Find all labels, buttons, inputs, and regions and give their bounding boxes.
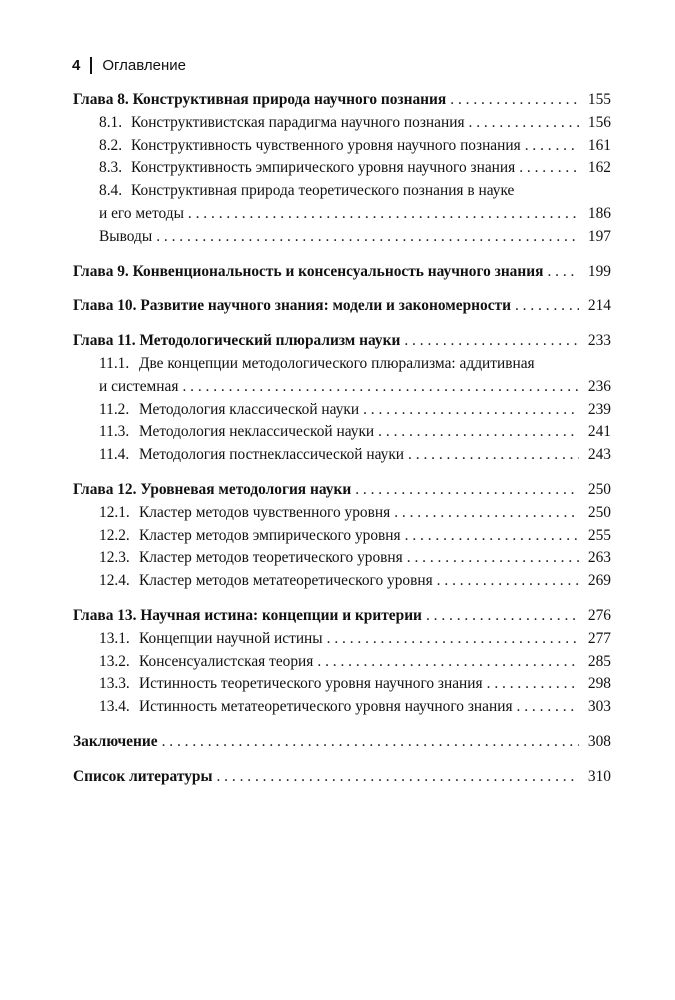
toc-entry-continuation[interactable] (73, 376, 611, 399)
section-number: 8.4. (99, 182, 123, 200)
section-label (99, 673, 483, 696)
toc-entry[interactable] (73, 89, 611, 112)
toc-entry[interactable] (73, 180, 611, 203)
toc-chapter (73, 330, 611, 467)
leader-dots (408, 444, 579, 467)
section-label (99, 651, 313, 674)
toc-entry[interactable] (73, 605, 611, 628)
toc-entry[interactable] (73, 479, 611, 502)
section-number: 12.4. (99, 572, 130, 590)
chapter-title: Глава 10. Развитие научного знания: модели и закономерности (73, 297, 511, 315)
section-title: Конструктивность эмпирического уровня научного знания (131, 159, 516, 177)
toc-chapter (73, 261, 611, 284)
page-ref: 298 (587, 675, 611, 693)
page-ref: 233 (587, 332, 611, 350)
page-ref: 276 (587, 606, 611, 624)
page-ref: 214 (587, 297, 611, 315)
section-title: Две концепции методологического плюрализма: аддитивная (139, 354, 535, 372)
leader-dots (355, 479, 579, 502)
leader-dots (487, 673, 579, 696)
leader-dots (404, 330, 579, 353)
section-label (99, 525, 401, 548)
page-ref: 277 (587, 629, 611, 647)
section-label (99, 570, 433, 593)
chapter-title: Глава 11. Методологический плюрализм науки (73, 332, 401, 350)
toc-entry[interactable] (73, 547, 611, 570)
leader-dots (437, 570, 579, 593)
section-title: Выводы (99, 227, 153, 245)
section-label (99, 502, 390, 525)
section-number: 12.1. (99, 503, 130, 521)
toc-entry[interactable] (73, 673, 611, 696)
page-ref: 155 (587, 91, 611, 108)
section-title: Кластер методов эмпирического уровня (139, 526, 401, 544)
chapter-title: Список литературы (73, 767, 213, 785)
running-head (72, 57, 186, 74)
leader-dots (327, 628, 579, 651)
leader-dots (405, 525, 579, 548)
toc-chapter (73, 295, 611, 318)
leader-dots (378, 421, 579, 444)
section-number: 11.1. (99, 354, 130, 372)
section-label (99, 135, 521, 158)
leader-dots (519, 157, 579, 180)
toc-entry[interactable] (73, 628, 611, 651)
separator-bar (90, 57, 92, 74)
leader-dots (188, 203, 579, 226)
section-number: 13.1. (99, 629, 130, 647)
page-ref: 161 (587, 136, 611, 154)
leader-dots (394, 502, 579, 525)
leader-dots (182, 376, 579, 399)
toc-chapter (73, 479, 611, 593)
section-title: Конструктивность чувственного уровня научного познания (131, 136, 521, 154)
toc-entry[interactable] (73, 731, 611, 754)
leader-dots (525, 135, 579, 158)
toc-entry[interactable] (73, 157, 611, 180)
section-title: Истинность теоретического уровня научного знания (139, 675, 483, 693)
page-ref: 199 (587, 262, 611, 280)
page-ref: 241 (587, 423, 611, 441)
toc-entry[interactable] (73, 651, 611, 674)
toc-entry[interactable] (73, 696, 611, 719)
chapter-title: Глава 8. Конструктивная природа научного познания (73, 91, 447, 108)
chapter-title: Глава 9. Конвенциональность и консенсуальность научного знания (73, 262, 544, 280)
section-title: Концепции научной истины (139, 629, 323, 647)
section-title: Истинность метатеоретического уровня научного знания (139, 698, 513, 716)
section-number: 11.4. (99, 446, 130, 464)
page-ref: 263 (587, 549, 611, 567)
page-ref: 285 (587, 652, 611, 670)
toc-entry[interactable] (73, 226, 611, 249)
toc-entry[interactable] (73, 112, 611, 135)
section-title: Методология классической науки (139, 400, 360, 418)
page-ref: 239 (587, 400, 611, 418)
page-ref: 156 (587, 113, 611, 131)
section-number: 13.4. (99, 698, 130, 716)
leader-dots (547, 261, 579, 284)
section-title: Кластер методов теоретического уровня (139, 549, 403, 567)
leader-dots (363, 399, 579, 422)
section-title: Кластер методов чувственного уровня (139, 503, 391, 521)
toc-entry[interactable] (73, 330, 611, 353)
section-label (99, 421, 374, 444)
toc-chapter (73, 766, 611, 789)
toc-entry[interactable] (73, 570, 611, 593)
section-number: 8.2. (99, 136, 123, 154)
leader-dots (517, 696, 579, 719)
leader-dots (216, 766, 579, 789)
toc-entry[interactable] (73, 353, 611, 376)
toc-entry[interactable] (73, 421, 611, 444)
chapter-title: Глава 13. Научная истина: концепции и критерии (73, 606, 422, 624)
section-label (99, 180, 514, 203)
toc-entry[interactable] (73, 525, 611, 548)
section-label (99, 353, 535, 376)
section-label (99, 112, 465, 135)
page-ref: 243 (587, 446, 611, 464)
leader-dots (469, 112, 579, 135)
section-title: Методология постнеклассической науки (139, 446, 405, 464)
section-label (99, 444, 404, 467)
page-ref: 303 (587, 698, 611, 716)
toc-entry[interactable] (73, 261, 611, 284)
section-title: Кластер методов метатеоретического уровня (139, 572, 433, 590)
toc-entry[interactable] (73, 766, 611, 789)
leader-dots (162, 731, 579, 754)
leader-dots (426, 605, 579, 628)
page-number: 4 (72, 57, 81, 74)
section-number: 8.1. (99, 113, 123, 131)
section-number: 11.2. (99, 400, 130, 418)
page-ref: 308 (587, 732, 611, 750)
section-number: 13.2. (99, 652, 130, 670)
toc-entry-continuation[interactable] (73, 203, 611, 226)
chapter-title: Заключение (73, 732, 158, 750)
section-number: 11.3. (99, 423, 130, 441)
toc-entry[interactable] (73, 135, 611, 158)
section-title: Конструктивистская парадигма научного познания (131, 113, 465, 131)
section-number: 12.3. (99, 549, 130, 567)
section-title: Конструктивная природа теоретического познания в науке (131, 182, 515, 200)
page-ref: 310 (587, 767, 611, 785)
leader-dots (450, 89, 579, 112)
table-of-contents (73, 89, 611, 801)
section-number: 8.3. (99, 159, 123, 177)
section-title: Методология неклассической науки (139, 423, 375, 441)
chapter-title: Глава 12. Уровневая методология науки (73, 480, 352, 498)
section-label (99, 399, 359, 422)
section-label (99, 157, 515, 180)
section-title: Оглавление (102, 57, 186, 74)
page-ref: 162 (587, 159, 611, 177)
section-title-cont: и системная (99, 377, 179, 395)
toc-entry[interactable] (73, 295, 611, 318)
page-ref: 186 (587, 204, 611, 222)
page-ref: 236 (587, 377, 611, 395)
leader-dots (156, 226, 579, 249)
page-ref: 197 (587, 227, 611, 245)
section-number: 13.3. (99, 675, 130, 693)
section-title-cont: и его методы (99, 204, 184, 222)
page-ref: 255 (587, 526, 611, 544)
toc-entry[interactable] (73, 502, 611, 525)
toc-chapter (73, 89, 611, 249)
leader-dots (407, 547, 579, 570)
section-label (99, 226, 152, 249)
section-label (99, 547, 403, 570)
page-ref: 250 (587, 480, 611, 498)
toc-entry[interactable] (73, 444, 611, 467)
leader-dots (317, 651, 579, 674)
leader-dots (515, 295, 579, 318)
toc-chapter (73, 731, 611, 754)
page-ref: 269 (587, 572, 611, 590)
toc-chapter (73, 605, 611, 719)
section-number: 12.2. (99, 526, 130, 544)
toc-entry[interactable] (73, 399, 611, 422)
section-title: Консенсуалистская теория (139, 652, 314, 670)
page-ref: 250 (587, 503, 611, 521)
section-label (99, 628, 323, 651)
section-label (99, 696, 513, 719)
